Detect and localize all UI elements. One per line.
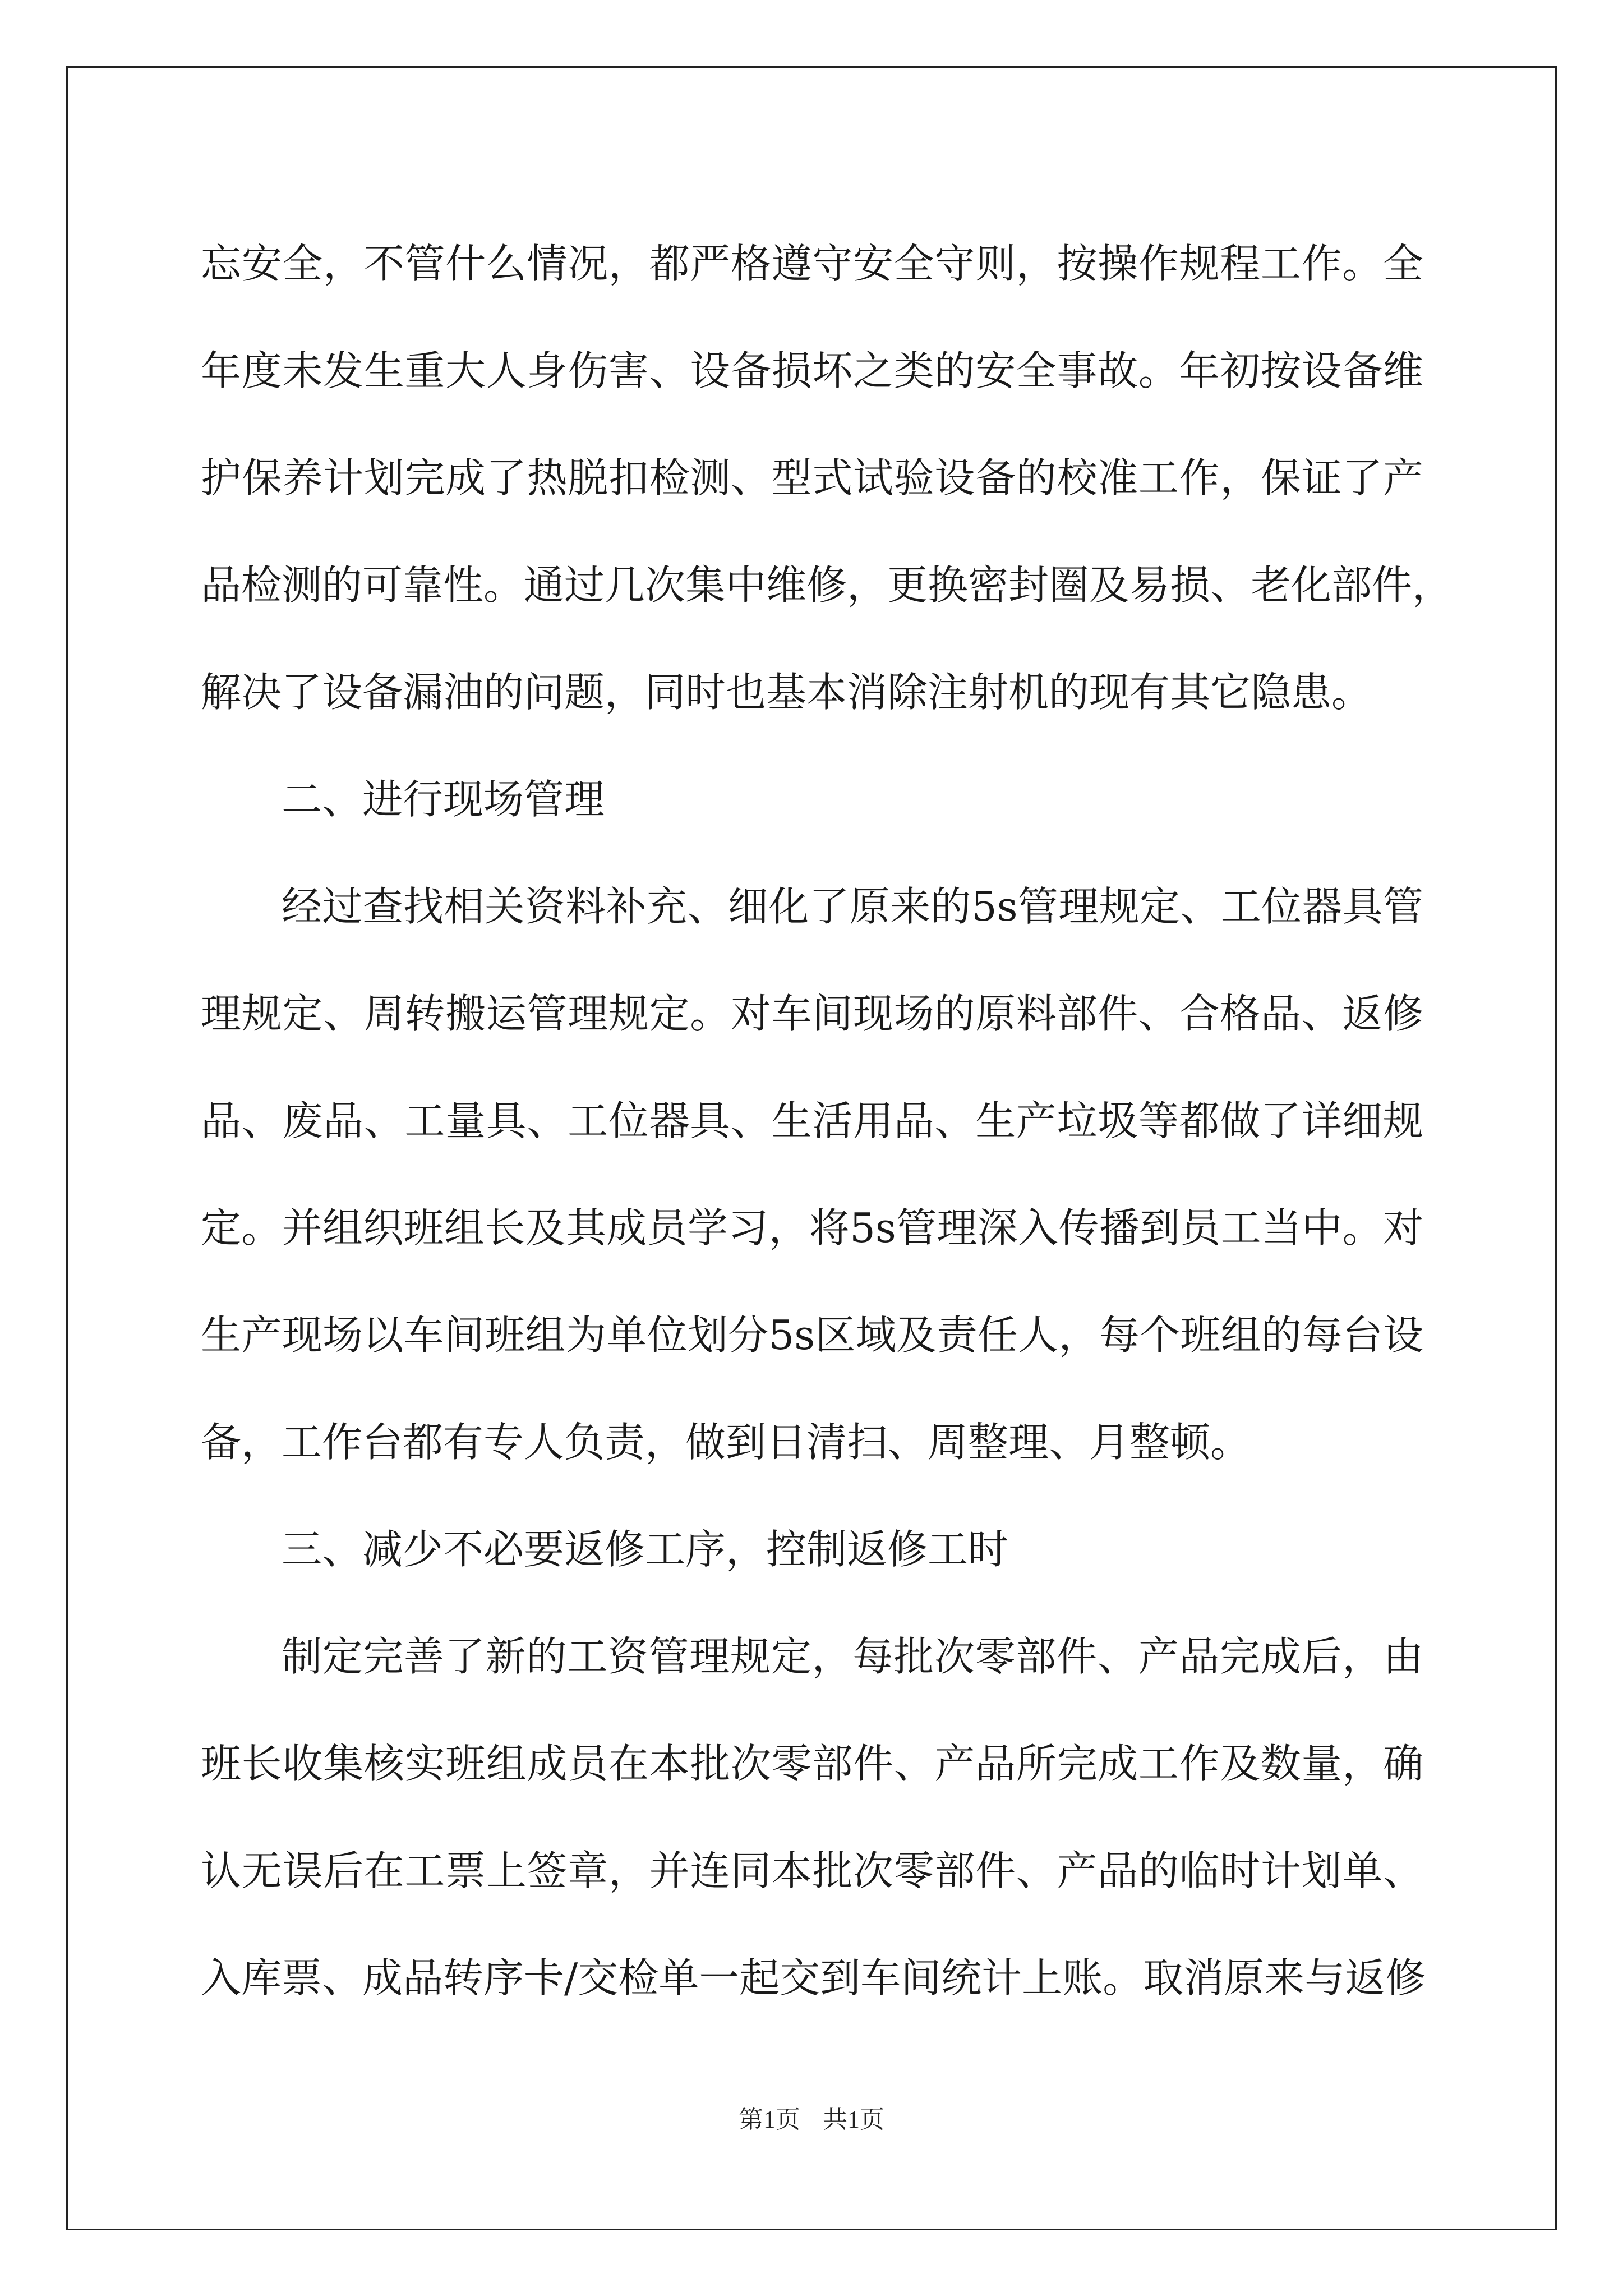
text-line-5: 解决了设备漏油的问题，同时也基本消除注射机的现有其它隐患。 bbox=[201, 669, 1372, 716]
text-line-3: 护保养计划完成了热脱扣检测、型式试验设备的校准工作，保证了产 bbox=[201, 454, 1423, 501]
text-line-1: 忘安全，不管什么情况，都严格遵守安全守则，按操作规程工作。全 bbox=[201, 240, 1423, 287]
text-line-11: 生产现场以车间班组为单位划分5s区域及责任人，每个班组的每台设 bbox=[201, 1312, 1423, 1359]
text-line-12: 备，工作台都有专人负责，做到日清扫、周整理、月整顿。 bbox=[201, 1419, 1251, 1466]
text-line-17: 入库票、成品转序卡/交检单一起交到车间统计上账。取消原来与返修 bbox=[201, 1954, 1426, 2001]
text-line-7: 经过查找相关资料补充、细化了原来的5s管理规定、工位器具管 bbox=[282, 883, 1423, 930]
text-line-4: 品检测的可靠性。通过几次集中维修，更换密封圈及易损、老化部件， bbox=[201, 562, 1453, 609]
page-total: 共1页 bbox=[823, 2106, 884, 2133]
section-heading-3: 三、减少不必要返修工序，控制返修工时 bbox=[282, 1526, 1009, 1573]
text-line-10: 定。并组织班组长及其成员学习，将5s管理深入传播到员工当中。对 bbox=[201, 1204, 1423, 1251]
page-number: 第1页 bbox=[739, 2106, 800, 2133]
section-heading-2: 二、进行现场管理 bbox=[282, 776, 605, 823]
text-line-15: 班长收集核实班组成员在本批次零部件、产品所完成工作及数量，确 bbox=[201, 1740, 1423, 1787]
text-line-14: 制定完善了新的工资管理规定，每批次零部件、产品完成后，由 bbox=[282, 1633, 1423, 1680]
document-body bbox=[201, 210, 1453, 2032]
text-line-9: 品、废品、工量具、工位器具、生活用品、生产垃圾等都做了详细规 bbox=[201, 1097, 1423, 1144]
text-line-16: 认无误后在工票上签章，并连同本批次零部件、产品的临时计划单、 bbox=[201, 1847, 1423, 1894]
text-line-8: 理规定、周转搬运管理规定。对车间现场的原料部件、合格品、返修 bbox=[201, 990, 1423, 1037]
text-line-2: 年度未发生重大人身伤害、设备损坏之类的安全事故。年初按设备维 bbox=[201, 347, 1423, 394]
page-footer bbox=[0, 2099, 1623, 2135]
